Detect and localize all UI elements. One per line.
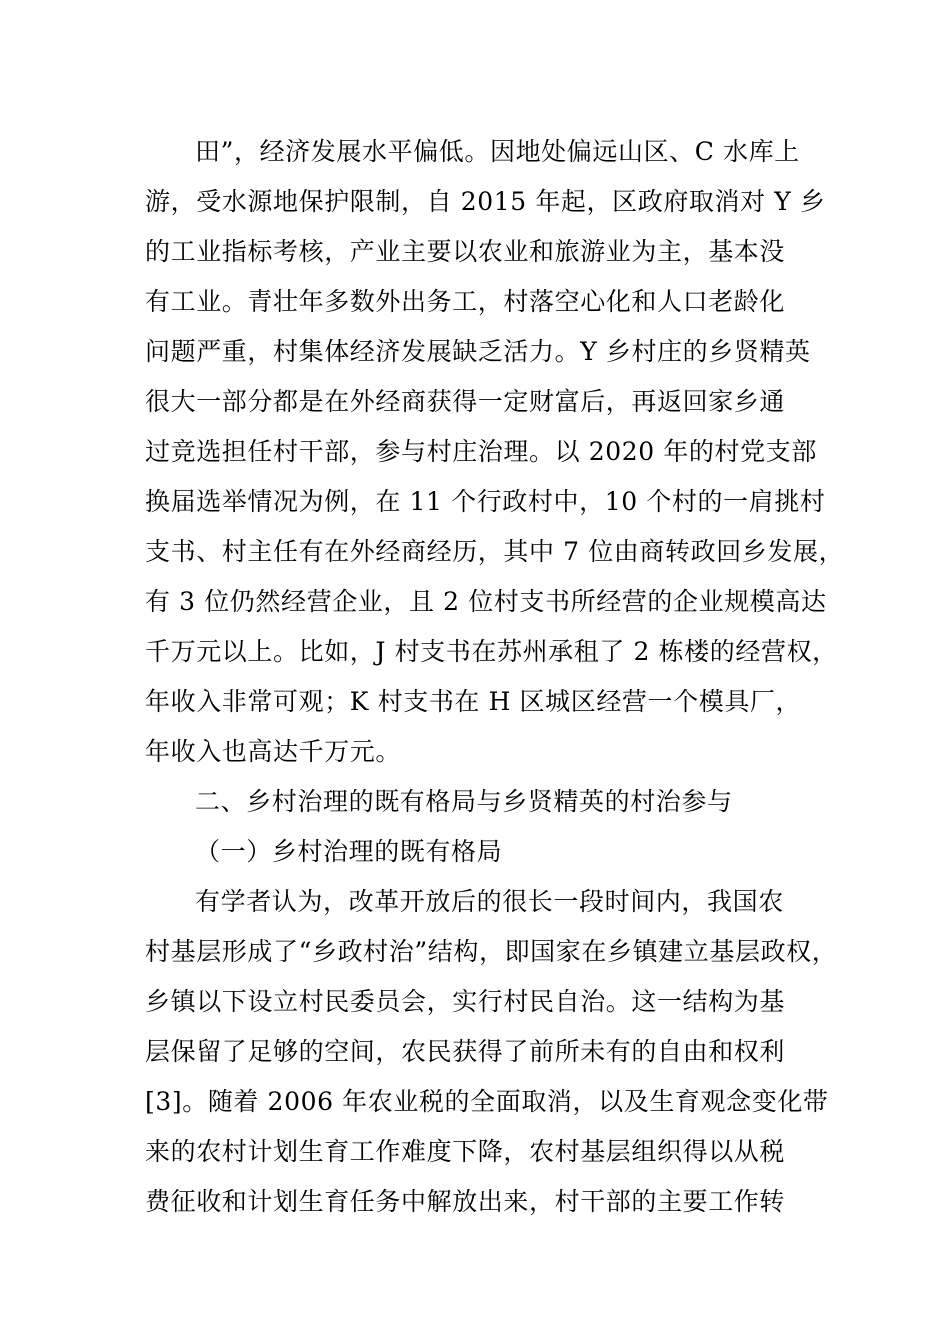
paragraph-line: 有 3 位仍然经营企业，且 2 位村支书所经营的企业规模高达 — [145, 587, 827, 616]
paragraph-line: 问题严重，村集体经济发展缺乏活力。Y 乡村庄的乡贤精英 — [145, 337, 811, 366]
paragraph-line: 支书、村主任有在外经商经历，其中 7 位由商转政回乡发展， — [145, 537, 845, 566]
paragraph-line: 村基层形成了“乡政村治”结构，即国家在乡镇建立基层政权， — [145, 937, 838, 966]
paragraph-line: 有工业。青壮年多数外出务工，村落空心化和人口老龄化 — [145, 287, 786, 316]
paragraph-line: 层保留了足够的空间，农民获得了前所未有的自由和权利 — [145, 1037, 786, 1066]
paragraph-line: 游，受水源地保护限制，自 2015 年起，区政府取消对 Y 乡 — [145, 187, 826, 216]
paragraph-line: 田”，经济发展水平偏低。因地处偏远山区、C 水库上 — [195, 137, 800, 166]
paragraph-line: 乡镇以下设立村民委员会，实行村民自治。这一结构为基 — [145, 987, 786, 1016]
paragraph-line: 年收入非常可观；K 村支书在 H 区城区经营一个模具厂， — [145, 687, 802, 716]
paragraph-line: 换届选举情况为例，在 11 个行政村中，10 个村的一肩挑村 — [145, 487, 826, 516]
subsection-heading: （一）乡村治理的既有格局 — [195, 837, 503, 866]
paragraph-line: 千万元以上。比如，J 村支书在苏州承租了 2 栋楼的经营权， — [145, 637, 838, 666]
paragraph-line: 来的农村计划生育工作难度下降，农村基层组织得以从税 — [145, 1137, 786, 1166]
paragraph-line: [3]。随着 2006 年农业税的全面取消，以及生育观念变化带 — [145, 1087, 829, 1116]
paragraph-line: 过竞选担任村干部，参与村庄治理。以 2020 年的村党支部 — [145, 437, 817, 466]
paragraph-line: 很大一部分都是在外经商获得一定财富后，再返回家乡通 — [145, 387, 786, 416]
paragraph-line: 有学者认为，改革开放后的很长一段时间内，我国农 — [195, 887, 784, 916]
paragraph-line: 费征收和计划生育任务中解放出来，村干部的主要工作转 — [145, 1187, 786, 1216]
paragraph-line: 的工业指标考核，产业主要以农业和旅游业为主，基本没 — [145, 237, 786, 266]
paragraph-line: 年收入也高达千万元。 — [145, 737, 402, 766]
section-heading: 二、乡村治理的既有格局与乡贤精英的村治参与 — [195, 787, 733, 816]
